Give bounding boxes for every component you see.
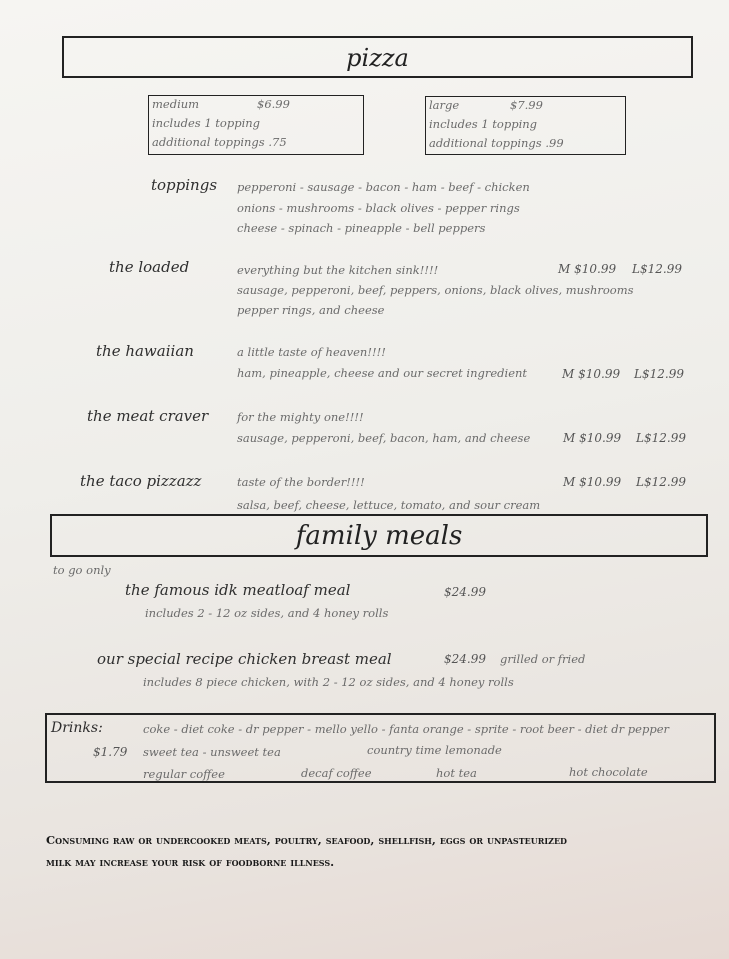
drinks-box — [45, 713, 716, 783]
special-tagline: everything but the kitchen sink!!!! — [237, 263, 439, 277]
special-medium-price: M $10.99 — [562, 367, 621, 381]
meal-price: $24.99 — [444, 585, 486, 599]
special-name: the loaded — [109, 258, 190, 276]
special-detail: sausage, pepperoni, beef, bacon, ham, and cheese — [237, 431, 531, 445]
medium-label: medium — [152, 97, 200, 111]
meal-price: $24.99 — [444, 652, 486, 666]
special-medium-price: M $10.99 — [558, 262, 617, 276]
family-meals-title: family meals — [295, 521, 463, 551]
toppings-line-3: cheese - spinach - pineapple - bell peppers — [237, 221, 486, 235]
meal-description: includes 8 piece chicken, with 2 - 12 oz sides, and 4 honey rolls — [143, 675, 514, 689]
special-name: the meat craver — [87, 407, 209, 425]
toppings-label: toppings — [151, 176, 218, 194]
drinks-sodas: coke - diet coke - dr pepper - mello yello - fanta orange - sprite - root beer - diet dr pepper — [143, 722, 670, 736]
large-additional: additional toppings .99 — [429, 136, 564, 150]
special-detail: sausage, pepperoni, beef, peppers, onions, black olives, mushrooms — [237, 283, 634, 297]
warning-line-2: milk may increase your risk of foodborne illness. — [46, 855, 335, 869]
drinks-lemonade: country time lemonade — [367, 743, 502, 757]
special-name: the taco pizzazz — [80, 472, 202, 490]
special-large-price: L$12.99 — [636, 475, 686, 489]
drinks-decaf-coffee: decaf coffee — [301, 766, 372, 780]
special-large-price: L$12.99 — [634, 367, 684, 381]
large-label: large — [429, 98, 460, 112]
medium-price: $6.99 — [257, 97, 290, 111]
toppings-line-1: pepperoni - sausage - bacon - ham - beef - chicken — [237, 180, 530, 194]
medium-size-box — [148, 95, 364, 155]
meal-description: includes 2 - 12 oz sides, and 4 honey rolls — [145, 606, 389, 620]
large-includes: includes 1 topping — [429, 117, 538, 131]
medium-includes: includes 1 topping — [152, 116, 261, 130]
special-name: the hawaiian — [96, 342, 194, 360]
drinks-tea: sweet tea - unsweet tea — [143, 745, 281, 759]
drinks-price: $1.79 — [93, 745, 128, 759]
drinks-hot-chocolate: hot chocolate — [569, 765, 648, 779]
pizza-title: pizza — [346, 44, 409, 72]
food-safety-warning — [46, 829, 696, 873]
toppings-line-2: onions - mushrooms - black olives - pepper rings — [237, 201, 520, 215]
special-tagline: a little taste of heaven!!!! — [237, 345, 386, 359]
special-tagline: taste of the border!!!! — [237, 475, 365, 489]
special-medium-price: M $10.99 — [563, 475, 622, 489]
large-size-box — [425, 96, 626, 155]
special-detail: pepper rings, and cheese — [237, 303, 385, 317]
meal-name: our special recipe chicken breast meal — [97, 650, 392, 668]
special-large-price: L$12.99 — [636, 431, 686, 445]
drinks-hot-tea: hot tea — [436, 766, 477, 780]
special-tagline: for the mighty one!!!! — [237, 410, 364, 424]
large-price: $7.99 — [510, 98, 543, 112]
special-detail: salsa, beef, cheese, lettuce, tomato, and sour cream — [237, 498, 541, 512]
drinks-regular-coffee: regular coffee — [143, 767, 225, 781]
warning-line-1: Consuming raw or undercooked meats, poultry, seafood, shellfish, eggs or unpasteurized — [46, 833, 567, 847]
drinks-label: Drinks: — [51, 720, 103, 736]
pizza-header — [62, 36, 693, 78]
family-meals-header — [50, 514, 708, 557]
meal-option: grilled or fried — [500, 652, 586, 666]
medium-additional: additional toppings .75 — [152, 135, 287, 149]
special-large-price: L$12.99 — [632, 262, 682, 276]
special-detail: ham, pineapple, cheese and our secret ingredient — [237, 366, 528, 380]
to-go-note: to go only — [53, 563, 111, 577]
special-medium-price: M $10.99 — [563, 431, 622, 445]
meal-name: the famous idk meatloaf meal — [125, 581, 351, 599]
